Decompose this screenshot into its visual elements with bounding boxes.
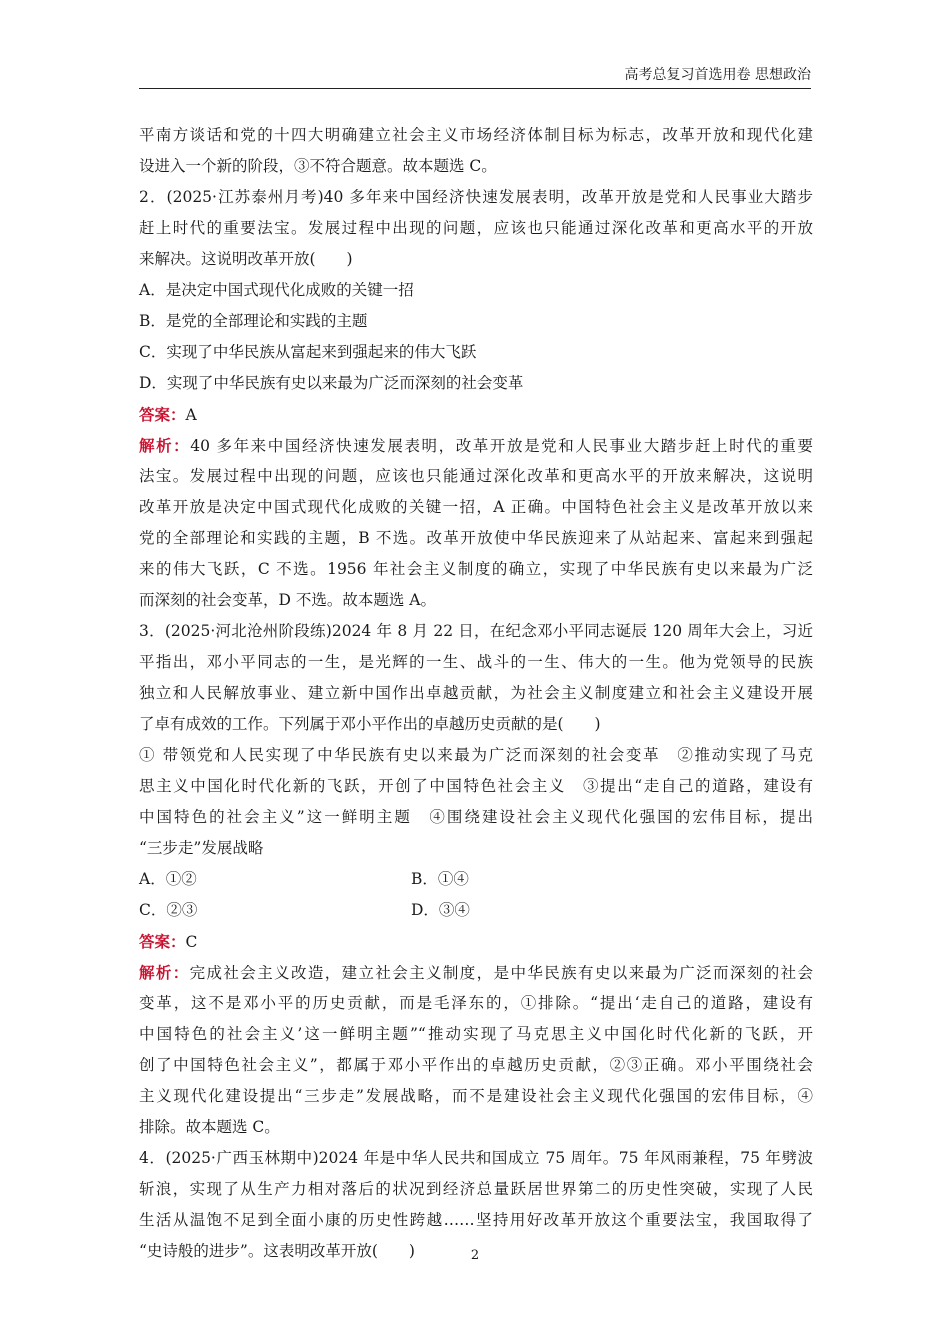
option-d: D．③④ — [411, 901, 470, 919]
explanation-text: 40 多年来中国经济快速发展表明，改革开放是党和人民事业大踏步赶上时代的重要 — [190, 437, 813, 455]
options-row — [139, 895, 813, 926]
option-a: A．是决定中国式现代化成败的关键一招 — [139, 281, 414, 299]
explanation-line: 法宝。发展过程中出现的问题，应该也只能通过深化改革和更高水平的开放来解决，这说明 — [139, 467, 813, 485]
question-2-stem: 2．(2025·江苏泰州月考)40 多年来中国经济快速发展表明，改革开放是党和人民事业大踏步 — [139, 188, 813, 206]
explanation-line: 变革，这不是邓小平的历史贡献，而是毛泽东的，①排除。“提出‘走自己的道路，建设有 — [139, 994, 813, 1012]
answer-line — [139, 926, 813, 957]
text-line: 设进入一个新的阶段，③不符合题意。故本题选 C。 — [139, 157, 497, 175]
page-number: 2 — [470, 1248, 480, 1263]
statement-line: “三步走”发展战略 — [139, 839, 264, 857]
header-rule — [139, 88, 811, 89]
explanation-line: 党的全部理论和实践的主题，B 不选。改革开放使中华民族迎来了从站起来、富起来到强起 — [139, 529, 813, 547]
explanation-line: 来的伟大飞跃，C 不选。1956 年社会主义制度的确立，实现了中华民族有史以来最为广泛 — [139, 560, 813, 578]
explanation-line: 而深刻的社会变革，D 不选。故本题选 A。 — [139, 591, 436, 609]
explanation-label: 解析： — [139, 963, 190, 982]
question-4-stem: 4．(2025·广西玉林期中)2024 年是中华人民共和国成立 75 周年。75 年风雨兼程，75 年劈波 — [139, 1149, 813, 1167]
explanation-line: 排除。故本题选 C。 — [139, 1118, 280, 1136]
option-b: B．是党的全部理论和实践的主题 — [139, 312, 368, 330]
explanation-line: 中国特色的社会主义’这一鲜明主题”“推动实现了马克思主义中国化时代化新的飞跃，开 — [139, 1025, 813, 1043]
statement-line: ① 带领党和人民实现了中华民族有史以来最为广泛而深刻的社会变革 ②推动实现了马克 — [139, 746, 813, 764]
question-3-stem: 3．(2025·河北沧州阶段练)2024 年 8 月 22 日，在纪念邓小平同志诞辰 120 周年大会上，习近 — [139, 622, 813, 640]
option-b: B．①④ — [411, 870, 469, 888]
question-4-stem: “史诗般的进步”。这表明改革开放( ) — [139, 1242, 415, 1260]
page-content — [139, 120, 813, 1267]
option-a: A．①② — [139, 870, 197, 888]
running-header: 高考总复习首选用卷 思想政治 — [624, 67, 811, 83]
explanation-line: 主义现代化建设提出“三步走”发展战略，而不是建设社会主义现代化强国的宏伟目标，④ — [139, 1087, 813, 1105]
statement-line: 思主义中国化时代化新的飞跃，开创了中国特色社会主义 ③提出“走自己的道路，建设有 — [139, 777, 813, 795]
statement-line: 中国特色的社会主义”这一鲜明主题 ④围绕建设社会主义现代化强国的宏伟目标，提出 — [139, 808, 813, 826]
option-c: C．实现了中华民族从富起来到强起来的伟大飞跃 — [139, 343, 477, 361]
answer-value: C — [185, 933, 198, 951]
explanation-line: 创了中国特色社会主义”，都属于邓小平作出的卓越历史贡献，②③正确。邓小平围绕社会 — [139, 1056, 813, 1074]
question-3-stem: 独立和人民解放事业、建立新中国作出卓越贡献，为社会主义制度建立和社会主义建设开展 — [139, 684, 813, 702]
explanation-line — [139, 430, 813, 461]
question-2-stem: 赶上时代的重要法宝。发展过程中出现的问题，应该也只能通过深化改革和更高水平的开放 — [139, 219, 813, 237]
text-line: 平南方谈话和党的十四大明确建立社会主义市场经济体制目标为标志，改革开放和现代化建 — [139, 126, 813, 144]
explanation-line: 改革开放是决定中国式现代化成败的关键一招，A 正确。中国特色社会主义是改革开放以来 — [139, 498, 813, 516]
answer-line — [139, 399, 813, 430]
option-d: D．实现了中华民族有史以来最为广泛而深刻的社会变革 — [139, 374, 524, 392]
question-4-stem: 斩浪，实现了从生产力相对落后的状况到经济总量跃居世界第二的历史性突破，实现了人民 — [139, 1180, 813, 1198]
question-4-stem: 生活从温饱不足到全面小康的历史性跨越……坚持用好改革开放这个重要法宝，我国取得了 — [139, 1211, 813, 1229]
option-c: C．②③ — [139, 901, 198, 919]
explanation-label: 解析： — [139, 436, 191, 455]
answer-label: 答案： — [139, 932, 186, 951]
explanation-text: 完成社会主义改造，建立社会主义制度，是中华民族有史以来最为广泛而深刻的社会 — [189, 964, 813, 982]
answer-label: 答案： — [139, 405, 186, 424]
question-3-stem: 平指出，邓小平同志的一生，是光辉的一生、战斗的一生、伟大的一生。他为党领导的民族 — [139, 653, 813, 671]
question-2-stem: 来解决。这说明改革开放( ) — [139, 250, 353, 268]
question-3-stem: 了卓有成效的工作。下列属于邓小平作出的卓越历史贡献的是( ) — [139, 715, 601, 733]
options-row — [139, 864, 813, 895]
answer-value: A — [185, 406, 197, 424]
explanation-line — [139, 957, 813, 988]
